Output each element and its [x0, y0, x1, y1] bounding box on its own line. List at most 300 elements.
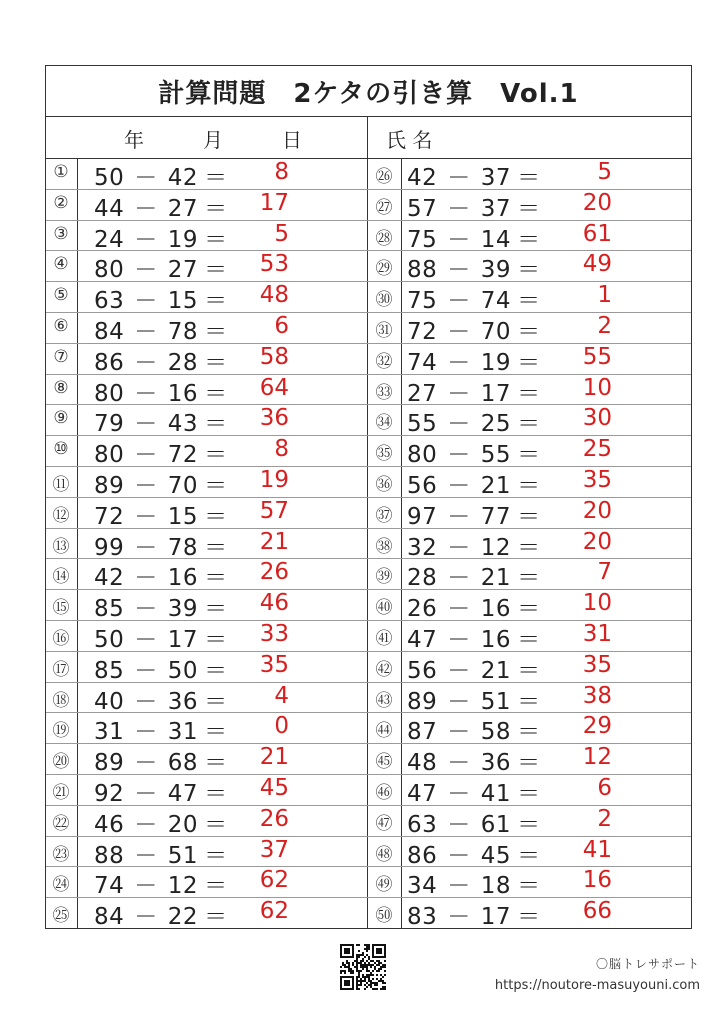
- problem-row: [46, 528, 691, 559]
- subtrahend: 17: [480, 904, 512, 931]
- equals-sign: ＝: [204, 349, 228, 376]
- minuend: 42: [94, 565, 125, 592]
- problem-number: ㉗: [375, 197, 393, 218]
- problem-number: ㉑: [52, 783, 70, 803]
- problem-expression: [407, 775, 541, 808]
- problem-expression: [407, 375, 541, 408]
- minuend: 27: [407, 380, 438, 407]
- worksheet: [45, 65, 692, 929]
- minus-sign: －: [134, 349, 158, 376]
- minus-sign: －: [134, 442, 158, 469]
- equals-sign: ＝: [204, 380, 228, 407]
- problem-number: ⑲: [52, 721, 70, 742]
- problem-number: ㊴: [375, 567, 393, 588]
- answer[interactable]: 5: [597, 159, 612, 185]
- equals-sign: ＝: [517, 688, 541, 715]
- problem-expression: [407, 344, 541, 377]
- minus-sign: －: [447, 349, 471, 376]
- answer[interactable]: 31: [582, 621, 612, 647]
- minus-sign: －: [447, 534, 471, 561]
- equals-sign: ＝: [517, 319, 541, 345]
- date-field[interactable]: [46, 116, 368, 158]
- answer[interactable]: 10: [582, 374, 612, 401]
- answer[interactable]: 53: [259, 251, 289, 278]
- problem-number: ㊺: [375, 752, 393, 773]
- minuend: 31: [94, 719, 125, 746]
- subtrahend: 72: [167, 442, 199, 469]
- minus-sign: －: [447, 380, 471, 407]
- minus-sign: －: [134, 288, 158, 315]
- minuend: 83: [407, 904, 438, 931]
- minus-sign: －: [134, 503, 158, 530]
- minus-sign: －: [447, 873, 471, 900]
- minus-sign: －: [447, 719, 471, 746]
- minuend: 85: [94, 596, 125, 623]
- minuend: 63: [407, 811, 438, 838]
- minuend: 42: [407, 165, 438, 191]
- problem-number: ㉟: [375, 444, 393, 465]
- answer[interactable]: 62: [259, 867, 289, 894]
- minuend: 28: [407, 565, 438, 592]
- subtrahend: 61: [480, 811, 512, 838]
- problem-expression: [407, 652, 541, 685]
- problem-number: ㊾: [375, 875, 393, 896]
- equals-sign: ＝: [517, 904, 541, 931]
- minus-sign: －: [134, 688, 158, 715]
- minuend: 80: [407, 442, 438, 469]
- answer[interactable]: 38: [582, 682, 612, 709]
- answer[interactable]: 35: [582, 467, 612, 493]
- problem-number: ⑨: [53, 408, 69, 429]
- equals-sign: ＝: [517, 349, 541, 376]
- minuend: 46: [94, 811, 125, 838]
- equals-sign: ＝: [204, 473, 228, 499]
- problem-row: [46, 805, 691, 836]
- subtrahend: 16: [480, 627, 512, 653]
- subtrahend: 18: [480, 873, 512, 900]
- minuend: 92: [94, 781, 125, 807]
- answer[interactable]: 4: [274, 682, 289, 709]
- answer[interactable]: 35: [259, 651, 289, 678]
- equals-sign: ＝: [517, 873, 541, 900]
- problem-number: ⑦: [53, 346, 69, 367]
- problem-expression: [407, 590, 541, 623]
- answer[interactable]: 66: [582, 898, 612, 925]
- minus-sign: －: [134, 534, 158, 561]
- subtrahend: 58: [480, 719, 512, 746]
- answer[interactable]: 46: [259, 590, 289, 617]
- problem-number: ㊵: [375, 598, 393, 619]
- answer[interactable]: 29: [582, 713, 612, 740]
- equals-sign: ＝: [204, 657, 228, 684]
- minuend: 74: [94, 873, 125, 900]
- minus-sign: －: [447, 750, 471, 777]
- answer[interactable]: 62: [259, 898, 289, 925]
- problem-number: ⑪: [52, 475, 70, 495]
- minuend: 97: [407, 503, 438, 530]
- minuend: 85: [94, 657, 125, 684]
- problem-number: ⑱: [52, 690, 70, 711]
- answer[interactable]: 45: [259, 775, 289, 801]
- minus-sign: －: [134, 411, 158, 438]
- equals-sign: ＝: [517, 380, 541, 407]
- problem-expression: [407, 436, 541, 469]
- minus-sign: －: [447, 811, 471, 838]
- minus-sign: －: [447, 319, 471, 345]
- problem-row: [46, 866, 691, 900]
- equals-sign: ＝: [517, 811, 541, 838]
- subtrahend: 68: [167, 750, 199, 777]
- minus-sign: －: [447, 565, 471, 592]
- answer[interactable]: 12: [582, 744, 612, 771]
- subtrahend: 39: [480, 257, 512, 284]
- problem-expression: [407, 221, 541, 254]
- problem-number: ②: [53, 192, 69, 213]
- month-label: 月: [203, 128, 223, 152]
- subtrahend: 25: [480, 411, 512, 438]
- equals-sign: ＝: [517, 442, 541, 469]
- answer[interactable]: 64: [259, 374, 289, 401]
- subtrahend: 77: [480, 503, 512, 530]
- answer[interactable]: 19: [259, 467, 289, 493]
- problem-expression: [407, 251, 541, 284]
- subtrahend: 12: [167, 873, 199, 900]
- problem-number: ㉕: [52, 906, 70, 927]
- problem-expression: [407, 683, 541, 716]
- subtrahend: 16: [167, 380, 199, 407]
- equals-sign: ＝: [204, 750, 228, 777]
- answer[interactable]: 20: [582, 528, 612, 555]
- minus-sign: －: [134, 257, 158, 284]
- minus-sign: －: [134, 904, 158, 931]
- problem-row: [46, 435, 691, 469]
- problem-row: [46, 651, 691, 682]
- answer[interactable]: 48: [259, 282, 289, 309]
- subtrahend: 17: [480, 380, 512, 407]
- problem-expression: [407, 529, 541, 562]
- name-label: 氏 名: [386, 128, 433, 152]
- subtrahend: 37: [480, 195, 512, 222]
- problem-number: ⑰: [52, 659, 70, 680]
- equals-sign: ＝: [517, 165, 541, 191]
- answer[interactable]: 8: [274, 159, 289, 185]
- problem-number: ㊼: [375, 813, 393, 834]
- minuend: 84: [94, 319, 125, 345]
- answer[interactable]: 1: [597, 282, 612, 309]
- answer[interactable]: 49: [582, 251, 612, 278]
- minus-sign: －: [134, 627, 158, 653]
- subtrahend: 37: [480, 165, 512, 191]
- year-label: 年: [124, 128, 144, 152]
- minuend: 80: [94, 257, 125, 284]
- answer[interactable]: 26: [259, 805, 289, 832]
- minus-sign: －: [134, 811, 158, 838]
- subtrahend: 41: [480, 781, 512, 807]
- equals-sign: ＝: [204, 288, 228, 315]
- problem-row: [46, 620, 691, 651]
- problem-number: ㉜: [375, 351, 393, 372]
- subtrahend: 78: [167, 534, 199, 561]
- equals-sign: ＝: [517, 288, 541, 315]
- subtrahend: 15: [167, 503, 199, 530]
- brand-text: 〇脳トレサポート: [595, 957, 700, 971]
- problem-number: ⑬: [52, 536, 70, 557]
- problem-number: ①: [53, 162, 69, 182]
- problem-number: ⑮: [52, 598, 70, 619]
- subtrahend: 70: [480, 319, 512, 345]
- equals-sign: ＝: [204, 904, 228, 931]
- equals-sign: ＝: [517, 719, 541, 746]
- equals-sign: ＝: [517, 657, 541, 684]
- equals-sign: ＝: [204, 565, 228, 592]
- subtrahend: 78: [167, 319, 199, 345]
- subtrahend: 28: [167, 349, 199, 376]
- minus-sign: －: [447, 596, 471, 623]
- minus-sign: －: [447, 781, 471, 807]
- minuend: 87: [407, 719, 438, 746]
- minus-sign: －: [134, 842, 158, 869]
- minus-sign: －: [134, 473, 158, 499]
- minus-sign: －: [447, 657, 471, 684]
- minuend: 32: [407, 534, 438, 561]
- problem-expression: [407, 898, 541, 931]
- minuend: 89: [94, 750, 125, 777]
- minuend: 88: [407, 257, 438, 284]
- minus-sign: －: [447, 195, 471, 222]
- problem-row: [46, 343, 691, 374]
- answer[interactable]: 36: [259, 405, 289, 432]
- problem-row: [46, 158, 691, 189]
- problem-number: ⑥: [53, 316, 69, 336]
- problem-number: ㊲: [375, 505, 393, 526]
- minus-sign: －: [447, 165, 471, 191]
- minuend: 74: [407, 349, 438, 376]
- problem-expression: [407, 190, 541, 223]
- answer[interactable]: 55: [582, 343, 612, 370]
- minuend: 26: [407, 596, 438, 623]
- subtrahend: 21: [480, 657, 512, 684]
- minuend: 88: [94, 842, 125, 869]
- minus-sign: －: [134, 319, 158, 345]
- equals-sign: ＝: [517, 503, 541, 530]
- minus-sign: －: [134, 873, 158, 900]
- problem-number: ㊽: [375, 844, 393, 865]
- answer[interactable]: 6: [274, 313, 289, 339]
- minuend: 47: [407, 627, 438, 653]
- equals-sign: ＝: [517, 195, 541, 222]
- problem-row: [46, 836, 691, 867]
- problem-row: [46, 589, 691, 623]
- answer[interactable]: 2: [597, 313, 612, 339]
- subtrahend: 45: [480, 842, 512, 869]
- equals-sign: ＝: [204, 165, 228, 191]
- subtrahend: 50: [167, 657, 199, 684]
- problem-row: [46, 250, 691, 284]
- problem-row: [46, 497, 691, 528]
- problem-row: [46, 466, 691, 497]
- answer[interactable]: 21: [259, 528, 289, 555]
- minuend: 79: [94, 411, 125, 438]
- answer[interactable]: 0: [274, 713, 289, 740]
- minus-sign: －: [134, 781, 158, 807]
- problem-number: ㊶: [375, 629, 393, 649]
- answer[interactable]: 17: [259, 189, 289, 216]
- problem-row: [46, 312, 691, 343]
- equals-sign: ＝: [517, 411, 541, 438]
- answer[interactable]: 20: [582, 189, 612, 216]
- equals-sign: ＝: [517, 750, 541, 777]
- subtrahend: 55: [480, 442, 512, 469]
- answer[interactable]: 8: [274, 436, 289, 463]
- minus-sign: －: [134, 657, 158, 684]
- subtrahend: 21: [480, 565, 512, 592]
- equals-sign: ＝: [517, 226, 541, 253]
- answer[interactable]: 2: [597, 805, 612, 832]
- minuend: 34: [407, 873, 438, 900]
- problem-row: [46, 712, 691, 746]
- minuend: 24: [94, 226, 125, 253]
- equals-sign: ＝: [204, 596, 228, 623]
- minus-sign: －: [447, 288, 471, 315]
- problem-row: [46, 774, 691, 805]
- minus-sign: －: [447, 473, 471, 499]
- problem-number: ㉛: [375, 321, 393, 341]
- day-label: 日: [282, 128, 302, 152]
- problem-expression: [407, 282, 541, 315]
- problem-row: [46, 743, 691, 777]
- minuend: 56: [407, 473, 438, 499]
- problem-number: ㉖: [375, 167, 393, 187]
- minus-sign: －: [447, 411, 471, 438]
- minus-sign: －: [447, 904, 471, 931]
- problem-number: ㊿: [375, 906, 393, 927]
- minus-sign: －: [134, 195, 158, 222]
- page-title: 計算問題 2ケタの引き算 Vol.1: [46, 66, 691, 117]
- problem-number: ④: [53, 254, 69, 275]
- minuend: 57: [407, 195, 438, 222]
- subtrahend: 36: [167, 688, 199, 715]
- answer[interactable]: 26: [259, 559, 289, 586]
- answer[interactable]: 58: [259, 343, 289, 370]
- answer[interactable]: 37: [259, 836, 289, 863]
- qr-code-icon: [340, 944, 386, 990]
- subtrahend: 27: [167, 195, 199, 222]
- problem-number: ㉔: [52, 875, 70, 896]
- problem-number: ㉝: [375, 382, 393, 403]
- problem-number: ㊸: [375, 690, 393, 711]
- subtrahend: 70: [167, 473, 199, 499]
- problem-expression: [407, 713, 541, 746]
- minuend: 75: [407, 226, 438, 253]
- equals-sign: ＝: [517, 534, 541, 561]
- minuend: 89: [94, 473, 125, 499]
- equals-sign: ＝: [204, 195, 228, 222]
- minus-sign: －: [134, 380, 158, 407]
- minuend: 80: [94, 442, 125, 469]
- answer[interactable]: 21: [259, 744, 289, 771]
- minus-sign: －: [447, 842, 471, 869]
- answer[interactable]: 35: [582, 651, 612, 678]
- answer[interactable]: 6: [597, 775, 612, 801]
- problem-number: ㊹: [375, 721, 393, 742]
- problem-number: ⑩: [53, 439, 69, 460]
- subtrahend: 15: [167, 288, 199, 315]
- problem-number: ⑤: [53, 285, 69, 306]
- equals-sign: ＝: [204, 534, 228, 561]
- problem-expression: [407, 867, 541, 900]
- subtrahend: 20: [167, 811, 199, 838]
- subtrahend: 16: [167, 565, 199, 592]
- answer[interactable]: 30: [582, 405, 612, 432]
- subtrahend: 17: [167, 627, 199, 653]
- problem-number: ⑭: [52, 567, 70, 588]
- minuend: 48: [407, 750, 438, 777]
- subtrahend: 39: [167, 596, 199, 623]
- subtrahend: 14: [480, 226, 512, 253]
- subtrahend: 21: [480, 473, 512, 499]
- subtrahend: 51: [480, 688, 512, 715]
- subtrahend: 47: [167, 781, 199, 807]
- equals-sign: ＝: [204, 411, 228, 438]
- answer[interactable]: 41: [582, 836, 612, 863]
- answer[interactable]: 7: [597, 559, 612, 586]
- problem-expression: [407, 621, 541, 654]
- equals-sign: ＝: [517, 596, 541, 623]
- problem-expression: [407, 313, 541, 346]
- subtrahend: 43: [167, 411, 199, 438]
- problem-expression: [407, 837, 541, 870]
- problem-expression: [407, 467, 541, 500]
- equals-sign: ＝: [204, 257, 228, 284]
- answer[interactable]: 5: [274, 220, 289, 247]
- problem-number: ⑯: [52, 629, 70, 649]
- minus-sign: －: [134, 165, 158, 191]
- minus-sign: －: [134, 750, 158, 777]
- minuend: 50: [94, 627, 125, 653]
- minuend: 86: [407, 842, 438, 869]
- minuend: 47: [407, 781, 438, 807]
- minus-sign: －: [447, 226, 471, 253]
- minus-sign: －: [134, 226, 158, 253]
- equals-sign: ＝: [204, 319, 228, 345]
- equals-sign: ＝: [204, 688, 228, 715]
- subtrahend: 12: [480, 534, 512, 561]
- minus-sign: －: [447, 503, 471, 530]
- subtrahend: 16: [480, 596, 512, 623]
- answer[interactable]: 33: [259, 621, 289, 647]
- subtrahend: 42: [167, 165, 199, 191]
- subtrahend: 19: [480, 349, 512, 376]
- minus-sign: －: [447, 627, 471, 653]
- answer[interactable]: 10: [582, 590, 612, 617]
- answer[interactable]: 61: [582, 220, 612, 247]
- minuend: 40: [94, 688, 125, 715]
- minus-sign: －: [134, 719, 158, 746]
- answer[interactable]: 20: [582, 497, 612, 524]
- answer[interactable]: 57: [259, 497, 289, 524]
- problem-number: ㉘: [375, 228, 393, 249]
- site-url[interactable]: https://noutore-masuyouni.com: [494, 978, 700, 993]
- problem-expression: [407, 498, 541, 531]
- problem-row: [46, 558, 691, 592]
- minuend: 84: [94, 904, 125, 931]
- equals-sign: ＝: [204, 781, 228, 807]
- problem-row: [46, 189, 691, 220]
- answer[interactable]: 25: [582, 436, 612, 463]
- problem-number: ㉒: [52, 813, 70, 834]
- answer[interactable]: 16: [582, 867, 612, 894]
- minuend: 99: [94, 534, 125, 561]
